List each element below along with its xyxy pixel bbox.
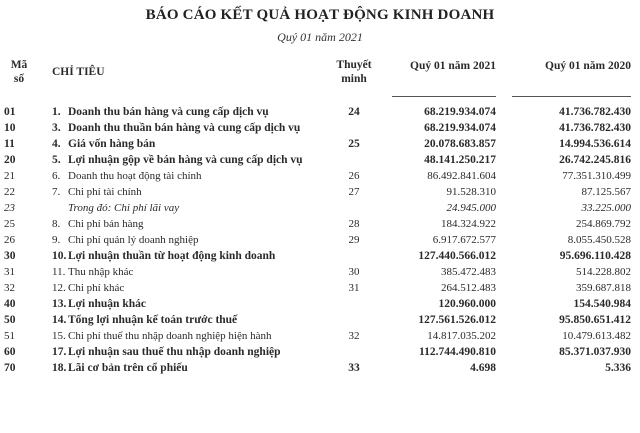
row-index: 12. [52, 282, 66, 294]
row-value-2021: 120.960.000 [438, 298, 496, 310]
row-index: 10. [52, 250, 67, 262]
row-note-ref: 31 [348, 282, 360, 294]
row-value-2020: 514.228.802 [576, 266, 631, 278]
table-row [0, 232, 640, 248]
row-index: 7. [52, 186, 61, 198]
row-value-2020: 154.540.984 [573, 298, 631, 310]
table-row [0, 136, 640, 152]
table-row [0, 344, 640, 360]
row-label: Chi phí thuế thu nhập doanh nghiệp hiện hành [68, 330, 272, 342]
row-code: 50 [4, 314, 16, 326]
row-value-2020: 359.687.818 [576, 282, 631, 294]
row-index: 5. [52, 154, 61, 166]
table-row [0, 120, 640, 136]
row-index: 3. [52, 122, 61, 134]
row-index: 6. [52, 170, 61, 182]
header-ma-line2: số [13, 73, 25, 85]
row-code: 25 [4, 218, 15, 230]
row-code: 31 [4, 266, 15, 278]
row-note-ref: 28 [348, 218, 360, 230]
table-row [0, 216, 640, 232]
row-code: 11 [4, 138, 15, 150]
row-value-2020: 41.736.782.430 [559, 106, 631, 118]
row-label: Lãi cơ bản trên cổ phiếu [68, 362, 188, 374]
header-chi-tieu: CHỈ TIÊU [52, 66, 105, 78]
row-index: 15. [52, 330, 66, 342]
row-code: 23 [4, 202, 15, 214]
row-code: 01 [4, 106, 16, 118]
row-label: Trong đó: Chi phí lãi vay [68, 202, 180, 214]
row-label: Doanh thu bán hàng và cung cấp dịch vụ [68, 106, 269, 118]
row-value-2020: 87.125.567 [581, 186, 631, 198]
row-note-ref: 32 [348, 330, 360, 342]
row-note-ref: 26 [348, 170, 360, 182]
row-index: 18. [52, 362, 67, 374]
row-label: Chi phí tài chính [68, 186, 142, 198]
row-index: 9. [52, 234, 61, 246]
row-code: 10 [4, 122, 16, 134]
row-code: 20 [4, 154, 16, 166]
report-title: BÁO CÁO KẾT QUẢ HOẠT ĐỘNG KINH DOANH [145, 7, 495, 23]
row-value-2021: 48.141.250.217 [424, 154, 496, 166]
row-value-2021: 91.528.310 [446, 186, 496, 198]
row-value-2021: 264.512.483 [441, 282, 496, 294]
row-note-ref: 27 [348, 186, 360, 198]
row-label: Thu nhập khác [68, 266, 134, 278]
row-code: 26 [4, 234, 15, 246]
row-code: 22 [4, 186, 15, 198]
table-row [0, 184, 640, 200]
row-code: 30 [4, 250, 16, 262]
row-index: 8. [52, 218, 61, 230]
row-label: Doanh thu thuần bán hàng và cung cấp dịch vụ [68, 122, 301, 134]
row-code: 40 [4, 298, 16, 310]
row-label: Lợi nhuận khác [68, 298, 146, 310]
row-value-2021: 112.744.490.810 [419, 346, 496, 358]
header-thuyet-minh [330, 58, 378, 86]
row-index: 17. [52, 346, 67, 358]
row-index: 4. [52, 138, 61, 150]
row-note-ref: 33 [348, 362, 360, 374]
row-value-2021: 20.078.683.857 [424, 138, 496, 150]
row-note-ref: 29 [348, 234, 360, 246]
row-value-2021: 68.219.934.074 [424, 122, 496, 134]
header-q1-2021: Quý 01 năm 2021 [410, 60, 496, 72]
table-row [0, 168, 640, 184]
row-note-ref: 24 [348, 106, 360, 118]
row-value-2020: 85.371.037.930 [559, 346, 631, 358]
row-label: Chi phí khác [68, 282, 125, 294]
row-value-2020: 10.479.613.482 [562, 330, 631, 342]
table-row [0, 264, 640, 280]
table-row [0, 312, 640, 328]
table-row [0, 296, 640, 312]
row-value-2020: 26.742.245.816 [559, 154, 631, 166]
header-thuyet-line2: minh [341, 73, 367, 85]
row-value-2021: 385.472.483 [441, 266, 496, 278]
row-value-2021: 127.561.526.012 [418, 314, 496, 326]
table-row [0, 328, 640, 344]
row-value-2020: 5.336 [605, 362, 631, 374]
row-code: 70 [4, 362, 16, 374]
row-value-2021: 4.698 [470, 362, 496, 374]
row-value-2020: 33.225.000 [581, 202, 631, 214]
row-code: 21 [4, 170, 15, 182]
table-row [0, 248, 640, 264]
report-subtitle: Quý 01 năm 2021 [277, 30, 363, 44]
row-value-2020: 41.736.782.430 [559, 122, 631, 134]
header-ma-line1: Mã [10, 59, 28, 71]
row-code: 51 [4, 330, 15, 342]
header-underline-2021 [392, 96, 496, 97]
header-thuyet-line1: Thuyết [336, 59, 372, 71]
row-value-2021: 86.492.841.604 [427, 170, 496, 182]
row-value-2021: 127.440.566.012 [418, 250, 496, 262]
row-value-2020: 77.351.310.499 [562, 170, 631, 182]
row-index: 13. [52, 298, 67, 310]
row-value-2021: 14.817.035.202 [427, 330, 496, 342]
table-row [0, 280, 640, 296]
row-value-2020: 95.696.110.428 [559, 250, 631, 262]
header-q1-2020: Quý 01 năm 2020 [545, 60, 631, 72]
row-value-2020: 14.994.536.614 [559, 138, 631, 150]
row-value-2020: 8.055.450.528 [567, 234, 631, 246]
row-value-2021: 6.917.672.577 [432, 234, 496, 246]
row-index: 11. [52, 266, 66, 278]
table-row [0, 200, 640, 216]
row-label: Lợi nhuận sau thuế thu nhập doanh nghiệp [68, 346, 281, 358]
row-value-2020: 254.869.792 [576, 218, 631, 230]
row-value-2021: 24.945.000 [446, 202, 496, 214]
row-label: Tổng lợi nhuận kế toán trước thuế [68, 314, 238, 326]
table-row [0, 152, 640, 168]
row-value-2020: 95.850.651.412 [559, 314, 631, 326]
row-label: Giá vốn hàng bán [68, 138, 156, 150]
income-statement-table [0, 104, 640, 376]
row-note-ref: 25 [348, 138, 360, 150]
row-value-2021: 68.219.934.074 [424, 106, 496, 118]
row-value-2021: 184.324.922 [441, 218, 496, 230]
row-code: 60 [4, 346, 16, 358]
row-index: 1. [52, 106, 61, 118]
table-row [0, 360, 640, 376]
row-code: 32 [4, 282, 15, 294]
row-label: Chi phí quản lý doanh nghiệp [68, 234, 199, 246]
table-row [0, 104, 640, 120]
row-note-ref: 30 [348, 266, 360, 278]
row-label: Lợi nhuận gộp về bán hàng và cung cấp dịch vụ [68, 154, 303, 166]
row-label: Chi phí bán hàng [68, 218, 144, 230]
row-index: 14. [52, 314, 67, 326]
header-ma-so [6, 58, 32, 86]
row-label: Lợi nhuận thuần từ hoạt động kinh doanh [68, 250, 276, 262]
header-underline-2020 [512, 96, 631, 97]
row-label: Doanh thu hoạt động tài chính [68, 170, 202, 182]
